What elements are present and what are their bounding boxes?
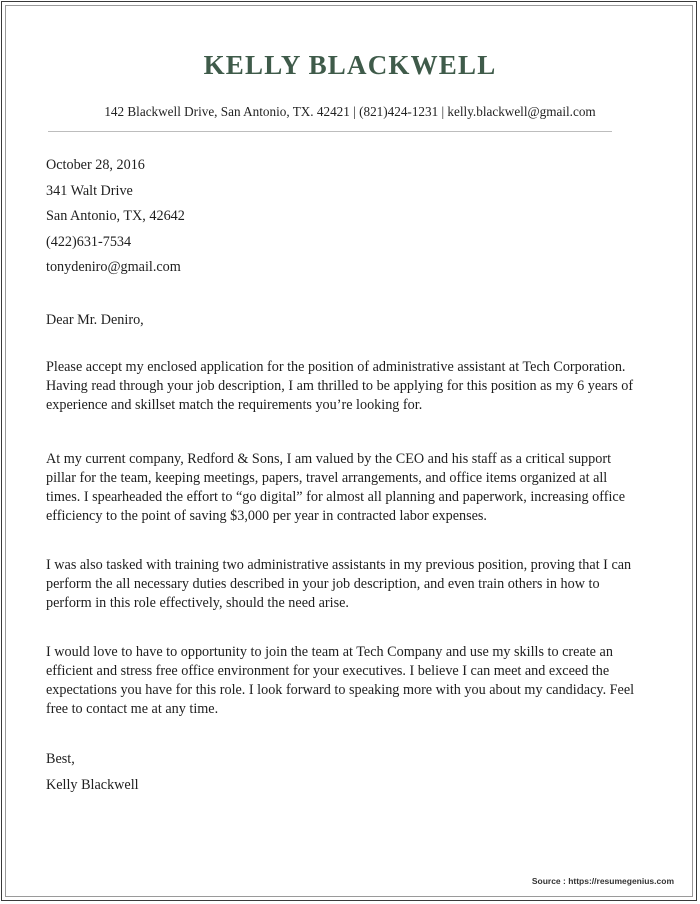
- paragraph-line: efficient and stress free office environment for your executives. I believe I can meet and exceed the: [46, 663, 610, 679]
- paragraph-line: Having read through your job description, I am thrilled to be applying for this position as my 6 years of: [46, 378, 634, 394]
- paragraph-line: free to contact me at any time.: [46, 701, 219, 717]
- paragraph-line: perform the all necessary duties described in your job description, and even train others in how to: [46, 576, 600, 592]
- paragraph-line: perform in this role effectively, should the need arise.: [46, 595, 349, 611]
- paragraph-1: [46, 358, 633, 415]
- paragraph-line: I would love to have to opportunity to join the team at Tech Company and use my skills to create an: [46, 644, 613, 660]
- salutation: Dear Mr. Deniro,: [46, 312, 144, 328]
- paragraph-line: pillar for the team, keeping meetings, papers, travel arrangements, and office items organized at all: [46, 470, 608, 486]
- letter-date: October 28, 2016: [46, 157, 145, 173]
- paragraph-line: experience and skillset match the requirements you’re looking for.: [46, 397, 423, 413]
- paragraph-line: Please accept my enclosed application for the position of administrative assistant at Tech Corporation.: [46, 359, 626, 375]
- source-credit: Source : https://resumegenius.com: [531, 876, 674, 886]
- paragraph-line: times. I spearheaded the effort to “go digital” for almost all planning and paperwork, increasing office: [46, 489, 625, 505]
- recipient-city: San Antonio, TX, 42642: [46, 208, 185, 224]
- paragraph-line: At my current company, Redford & Sons, I am valued by the CEO and his staff as a critical support: [46, 451, 612, 467]
- paragraph-line: efficiency to the point of saving $3,000 per year in contracted labor expenses.: [46, 508, 487, 524]
- signature: Kelly Blackwell: [46, 777, 139, 793]
- paragraph-4: [46, 643, 634, 719]
- recipient-street: 341 Walt Drive: [46, 183, 133, 199]
- sender-name: KELLY BLACKWELL: [203, 50, 497, 80]
- paragraph-2: [46, 450, 625, 526]
- paragraph-3: [46, 556, 631, 613]
- recipient-phone: (422)631-7534: [46, 234, 132, 250]
- sender-contact: 142 Blackwell Drive, San Antonio, TX. 42421 | (821)424-1231 | kelly.blackwell@gmail.com: [104, 104, 596, 119]
- recipient-email: tonydeniro@gmail.com: [46, 259, 181, 275]
- paragraph-line: expectations you have for this role. I look forward to speaking more with you about my candidacy. Feel: [46, 682, 635, 698]
- closing: Best,: [46, 751, 75, 767]
- header-divider: [48, 131, 612, 132]
- paragraph-line: I was also tasked with training two administrative assistants in my previous position, proving that I can: [46, 557, 632, 573]
